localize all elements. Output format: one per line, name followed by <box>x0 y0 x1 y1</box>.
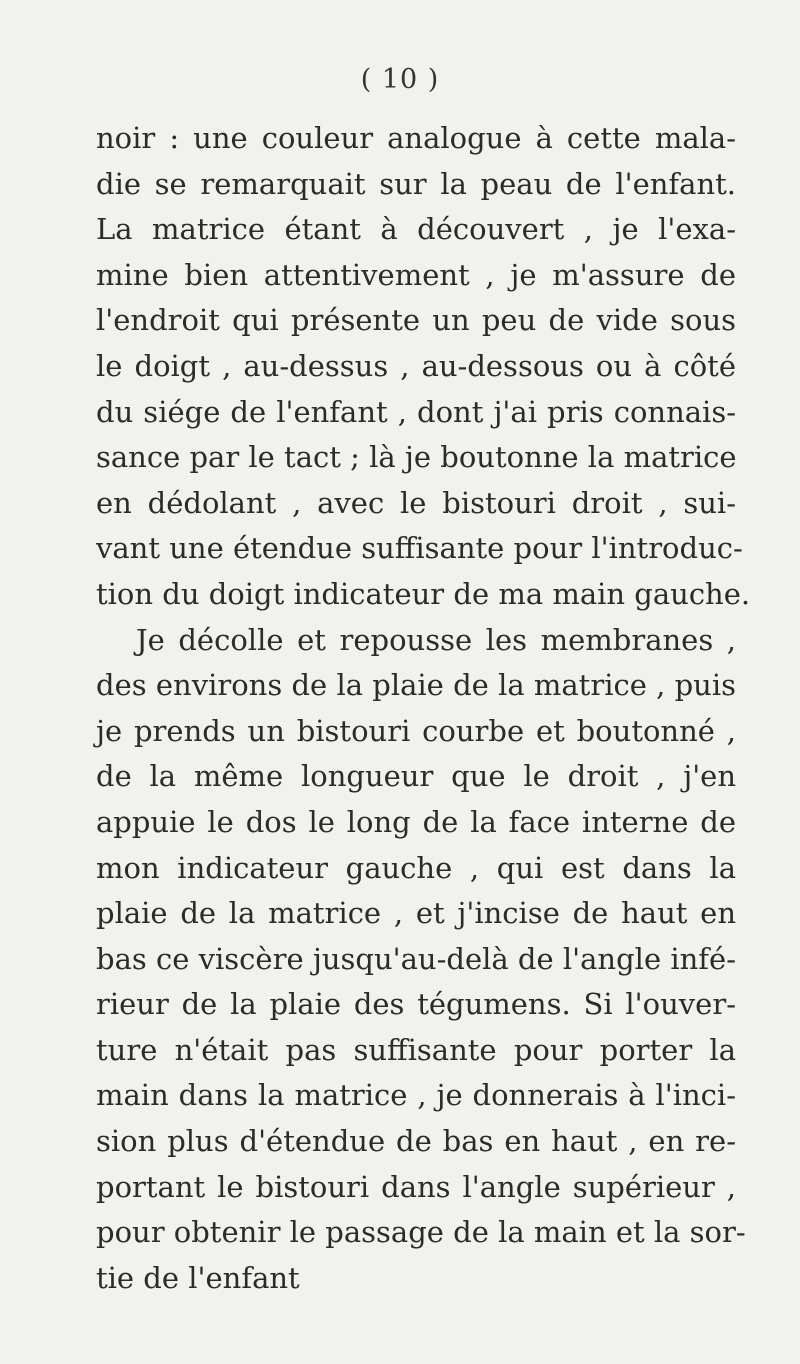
text-line: en dédolant , avec le bistouri droit , sui- <box>96 485 736 520</box>
paragraph-start-line: Je décolle et repousse les membranes , <box>136 622 736 657</box>
text-line: du siége de l'enfant , dont j'ai pris connais- <box>96 394 736 429</box>
text-line: ture n'était pas suffisante pour porter la <box>96 1032 736 1067</box>
text-line: portant le bistouri dans l'angle supérieur , <box>96 1169 736 1204</box>
text-line: mine bien attentivement , je m'assure de <box>96 257 736 292</box>
text-line: noir : une couleur analogue à cette mala- <box>96 121 736 155</box>
text-line: le doigt , au-dessus , au-dessous ou à côté <box>96 348 736 383</box>
text-line: pour obtenir le passage de la main et la sor- <box>96 1215 746 1250</box>
text-line: tion du doigt indicateur de ma main gauche. <box>96 576 751 611</box>
text-line: de la même longueur que le droit , j'en <box>96 759 736 794</box>
text-line: vant une étendue suffisante pour l'introduc- <box>96 531 743 566</box>
text-line: die se remarquait sur la peau de l'enfant. <box>96 166 736 201</box>
text-line: bas ce viscère jusqu'au-delà de l'angle infé- <box>96 941 736 976</box>
text-line: rieur de la plaie des tégumens. Si l'ouver- <box>96 987 736 1022</box>
text-line: appuie le dos le long de la face interne de <box>96 804 736 839</box>
text-line: l'endroit qui présente un peu de vide sous <box>96 303 736 338</box>
text-line: tie de l'enfant <box>96 1260 300 1295</box>
text-line: plaie de la matrice , et j'incise de haut en <box>96 896 736 931</box>
body-text <box>96 116 751 1301</box>
text-line: mon indicateur gauche , qui est dans la <box>96 850 736 885</box>
page-number: ( 10 ) <box>360 64 440 95</box>
text-line: je prends un bistouri courbe et boutonné , <box>96 713 736 748</box>
text-line: des environs de la plaie de la matrice , puis <box>96 668 736 703</box>
text-line: sance par le tact ; là je boutonne la matrice <box>96 440 737 475</box>
text-line: La matrice étant à découvert , je l'exa- <box>96 212 736 247</box>
text-line: main dans la matrice , je donnerais à l'inci- <box>96 1078 736 1113</box>
text-line: sion plus d'étendue de bas en haut , en re- <box>96 1124 736 1159</box>
